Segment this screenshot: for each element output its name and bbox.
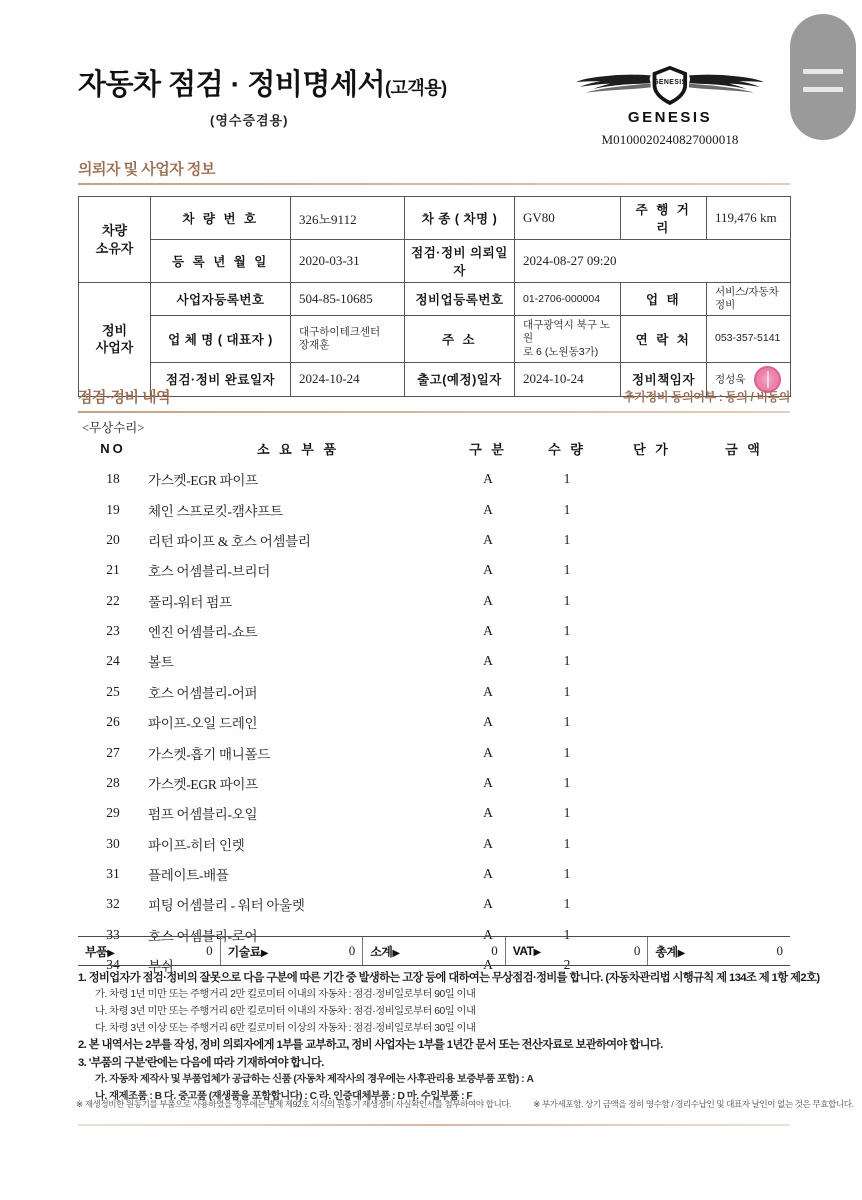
note-1b: 나. 차령 3년 미만 또는 주행거리 6만 킬로미터 이내의 자동차 : 점검·정비일로부터 60일 이내 <box>95 1006 476 1018</box>
cell-division: A <box>483 805 493 821</box>
svg-text:GENESIS: GENESIS <box>653 79 687 87</box>
total-label: 소계▶ <box>370 944 400 959</box>
cell-division: A <box>483 896 493 912</box>
pill-bar-top <box>803 69 843 74</box>
cell-division: A <box>483 653 493 669</box>
shop-reg-value: 01-2706-000004 <box>515 283 621 316</box>
shop-group-label: 정비 사업자 <box>79 283 151 397</box>
total-value: 0 <box>348 943 356 958</box>
table-row <box>78 464 790 494</box>
cell-name: 가스켓-EGR 파이프 <box>148 473 258 489</box>
cell-name: 풀리-워터 펌프 <box>148 594 232 610</box>
biz-type-label: 업 태 <box>621 283 707 316</box>
cell-qty: 1 <box>563 896 571 912</box>
cell-division: A <box>483 592 493 608</box>
additional-repair-consent-note: 추가정비 동의여부 : 동의 / 비동의 <box>623 390 790 404</box>
cell-name: 파이프-오일 드레인 <box>148 716 258 732</box>
document-header <box>78 62 790 162</box>
table-row <box>78 737 790 767</box>
table-row <box>78 768 790 798</box>
table-row <box>78 586 790 616</box>
cell-unit_price <box>606 859 698 889</box>
total-label: 부품▶ <box>85 944 115 959</box>
cell-name: 파이프-히터 인렛 <box>148 837 245 853</box>
header-quantity: 수 량 <box>548 442 586 457</box>
triangle-right-icon: ▶ <box>533 947 541 958</box>
section-header-info <box>78 158 790 185</box>
note-1: 1. 정비업자가 점검·정비의 잘못으로 다음 구분에 따른 기간 중 발생하는 고장 등에 대하여는 무상점검·정비를 합니다. (자동차관리법 시행규칙 제 134조 제 1항 제2호) <box>78 972 820 984</box>
total-label: VAT▶ <box>512 944 541 958</box>
section-info-label: 의뢰자 및 사업자 정보 <box>78 161 215 178</box>
pill-bar-bottom <box>803 87 843 92</box>
free-repair-label: <무상수리> <box>82 421 145 435</box>
cell-amount <box>698 859 790 889</box>
contact-label: 연 락 처 <box>621 316 707 362</box>
cell-unit_price <box>606 677 698 707</box>
model-label: 차 종 ( 차명 ) <box>405 197 515 240</box>
cell-no: 30 <box>106 835 120 851</box>
cell-division: A <box>483 774 493 790</box>
contact-value: 053-357-5141 <box>707 316 791 362</box>
page-title-suffix: (고객용) <box>384 78 447 98</box>
cell-name: 체인 스프로킷-캠샤프트 <box>148 503 283 519</box>
cell-division: A <box>483 623 493 639</box>
header-amount: 금 액 <box>725 442 763 457</box>
cell-division: A <box>483 683 493 699</box>
parts-table-body <box>78 464 790 980</box>
cell-qty: 2 <box>563 957 571 973</box>
page-subtitle: (영수증겸용) <box>210 113 289 128</box>
cell-no: 29 <box>106 805 120 821</box>
cell-amount <box>698 707 790 737</box>
note-3b: 나. 재제조품 : B 다. 중고품 (재생품을 포함합니다) : C 라. 인증대체부품 : D 마. 수입부품 : F <box>95 1090 473 1102</box>
page-title <box>78 62 548 103</box>
document-number: M0100020240827000018 <box>601 132 739 147</box>
cell-name: 가스켓-EGR 파이프 <box>148 776 258 792</box>
biz-no-value: 504-85-10685 <box>291 283 405 316</box>
cell-name: 호스 어셈블리-브리더 <box>148 564 270 580</box>
disclaimer-1: ※ 재생정비한 원동기를 부품으로 사용하였을 경우에는 별제 제92호 서식의 원동기 재생정비 사실확인서를 첨부하여야 합니다. <box>76 1099 512 1109</box>
genesis-wings-logo-icon <box>574 62 766 108</box>
total-value: 0 <box>776 943 783 958</box>
cell-name: 피팅 어셈블리 - 워터 아울렛 <box>148 898 305 914</box>
cell-division: A <box>483 531 493 547</box>
cell-qty: 1 <box>563 744 571 760</box>
biz-no-label: 사업자등록번호 <box>151 283 291 316</box>
biz-type-value: 서비스/자동차 정비 <box>707 283 791 316</box>
cell-amount <box>698 889 790 919</box>
reg-date-value: 2020-03-31 <box>291 240 405 283</box>
total-cell-소계 <box>362 937 505 965</box>
cell-name: 엔진 어셈블리-쇼트 <box>148 625 258 641</box>
cell-qty: 1 <box>563 926 571 942</box>
cell-amount <box>698 829 790 859</box>
cell-division: A <box>483 866 493 882</box>
cell-unit_price <box>606 768 698 798</box>
cell-no: 18 <box>106 471 120 487</box>
shop-reg-label: 정비업등록번호 <box>405 283 515 316</box>
cell-unit_price <box>606 829 698 859</box>
address-value: 대구광역시 북구 노원 로 6 (노원동3가) <box>515 316 621 362</box>
cell-no: 23 <box>106 623 120 639</box>
address-label: 주 소 <box>405 316 515 362</box>
manager-value: 정성욱 <box>715 372 746 385</box>
page-title-main: 자동차 점검 · 정비명세서 <box>78 69 385 101</box>
total-cell-기술료 <box>220 937 363 965</box>
section-detail-rule <box>78 411 790 413</box>
cell-unit_price <box>606 464 698 494</box>
brand-name: GENESIS <box>627 109 713 126</box>
cell-no: 24 <box>106 653 120 669</box>
totals-row <box>78 936 790 966</box>
parts-table <box>78 438 790 980</box>
cell-unit_price <box>606 737 698 767</box>
table-row <box>78 494 790 524</box>
cell-no: 27 <box>106 744 120 760</box>
cell-amount <box>698 464 790 494</box>
cell-name: 부쉬 <box>148 959 174 975</box>
cell-qty: 1 <box>563 683 571 699</box>
total-value: 0 <box>491 943 498 958</box>
cell-qty: 1 <box>563 774 571 790</box>
cell-amount <box>698 525 790 555</box>
cell-amount <box>698 677 790 707</box>
table-row <box>78 829 790 859</box>
brand-block <box>550 62 790 148</box>
cell-division: A <box>483 744 493 760</box>
cell-name: 펌프 어셈블리-오일 <box>148 807 258 823</box>
cell-no: 22 <box>106 592 120 608</box>
cell-unit_price <box>606 798 698 828</box>
cell-no: 34 <box>106 957 120 973</box>
cell-amount <box>698 768 790 798</box>
cell-no: 26 <box>106 714 120 730</box>
mileage-value: 119,476 km <box>707 197 791 240</box>
total-value: 0 <box>633 943 641 958</box>
note-3: 3. '부품의 구분'란에는 다음에 따라 기재하여야 합니다. <box>78 1056 324 1069</box>
cell-amount <box>698 555 790 585</box>
note-3a: 가. 자동차 제작사 및 부품업체가 공급하는 신품 (자동차 제작사의 경우에는 사후관리용 보증부품 포함) : A <box>95 1074 534 1086</box>
complete-date-value: 2024-10-24 <box>291 362 405 396</box>
cell-no: 21 <box>106 562 120 578</box>
owner-group-label: 차량 소유자 <box>79 197 151 283</box>
model-value: GV80 <box>515 197 621 240</box>
total-cell-총계 <box>647 937 790 965</box>
cell-amount <box>698 737 790 767</box>
company-value: 대구하이테크센터 장재훈 <box>291 316 405 362</box>
table-row <box>78 646 790 676</box>
cell-amount <box>698 798 790 828</box>
disclaimer-2: ※ 부가세포함. 상기 금액을 정히 영수함 / 경리수납인 및 대표자 날인이 없는 것은 무효합니다. <box>533 1099 854 1109</box>
cell-division: A <box>483 471 493 487</box>
section-header-detail <box>78 386 790 413</box>
table-row <box>78 707 790 737</box>
company-label: 업 체 명 ( 대표자 ) <box>151 316 291 362</box>
cell-qty: 1 <box>563 501 571 517</box>
title-block <box>78 62 548 129</box>
parts-table-header-row <box>78 438 790 464</box>
header-division: 구 분 <box>469 442 507 457</box>
cell-division: A <box>483 714 493 730</box>
table-row <box>79 316 791 362</box>
plate-label: 차 량 번 호 <box>151 197 291 240</box>
cell-division: A <box>483 835 493 851</box>
table-row <box>79 283 791 316</box>
cell-no: 31 <box>106 866 120 882</box>
cell-amount <box>698 616 790 646</box>
cell-qty: 1 <box>563 835 571 851</box>
cell-unit_price <box>606 889 698 919</box>
plate-value: 326노9112 <box>291 197 405 240</box>
cell-no: 33 <box>106 926 120 942</box>
note-2: 2. 본 내역서는 2부를 작성, 정비 의뢰자에게 1부를 교부하고, 정비 사업자는 1부를 1년간 문서 또는 전산자료로 보관하여야 합니다. <box>78 1039 663 1052</box>
cell-qty: 1 <box>563 805 571 821</box>
cell-name: 리턴 파이프 & 호스 어셈블리 <box>148 533 311 549</box>
note-1c: 다. 차령 3년 이상 또는 주행거리 6만 킬로미터 이상의 자동차 : 점검·정비일로부터 30일 이내 <box>95 1022 476 1034</box>
header-part-name: 소 요 부 품 <box>256 442 340 457</box>
cell-unit_price <box>606 586 698 616</box>
cell-no: 19 <box>106 501 120 517</box>
cell-no: 28 <box>106 774 120 790</box>
section-detail-label: 점검·정비 내역 <box>78 389 171 406</box>
triangle-right-icon: ▶ <box>392 947 400 959</box>
request-date-label: 점검·정비 의뢰일자 <box>405 240 515 283</box>
total-cell-부품 <box>78 937 220 965</box>
cell-unit_price <box>606 616 698 646</box>
header-no: NO <box>100 441 126 456</box>
cell-division: A <box>483 501 493 517</box>
table-row <box>78 616 790 646</box>
cell-no: 20 <box>106 531 120 547</box>
cell-qty: 1 <box>563 531 571 547</box>
cell-division: A <box>483 957 493 973</box>
table-row <box>78 859 790 889</box>
cell-unit_price <box>606 646 698 676</box>
total-label: 총계▶ <box>655 944 685 959</box>
cell-name: 볼트 <box>148 655 174 671</box>
request-date-value: 2024-08-27 09:20 <box>515 240 791 283</box>
cell-unit_price <box>606 494 698 524</box>
table-row <box>79 240 791 283</box>
cell-unit_price <box>606 707 698 737</box>
owner-and-shop-info-table <box>78 196 791 397</box>
cell-amount <box>698 586 790 616</box>
cell-name: 호스 어셈블리-어퍼 <box>148 685 258 701</box>
mileage-label: 주 행 거 리 <box>621 197 707 240</box>
manager-label: 정비책임자 <box>621 362 707 396</box>
cell-division: A <box>483 562 493 578</box>
total-label: 기술료▶ <box>227 944 269 959</box>
cell-qty: 1 <box>563 653 571 669</box>
grey-pill-handle[interactable] <box>790 14 856 140</box>
cell-unit_price <box>606 555 698 585</box>
triangle-right-icon: ▶ <box>260 947 269 959</box>
cell-qty: 1 <box>563 592 571 608</box>
table-row <box>78 677 790 707</box>
cell-unit_price <box>606 525 698 555</box>
header-unit-price: 단 가 <box>633 442 671 457</box>
cell-name: 플레이트-배플 <box>148 868 229 884</box>
table-row <box>79 197 791 240</box>
table-row <box>78 798 790 828</box>
table-row <box>78 889 790 919</box>
triangle-right-icon: ▶ <box>107 947 115 959</box>
note-1a: 가. 차령 1년 미만 또는 주행거리 2만 킬로미터 이내의 자동차 : 점검·정비일로부터 90일 이내 <box>95 989 476 1001</box>
release-date-value: 2024-10-24 <box>515 362 621 396</box>
cell-name: 호스 어셈블리-로어 <box>148 928 258 944</box>
cell-no: 25 <box>106 683 120 699</box>
cell-name: 가스켓-흡기 매니폴드 <box>148 746 270 762</box>
bottom-disclaimer <box>76 1098 854 1110</box>
cell-qty: 1 <box>563 562 571 578</box>
total-cell-VAT <box>505 937 648 965</box>
triangle-right-icon: ▶ <box>677 947 685 959</box>
cell-qty: 1 <box>563 866 571 882</box>
cell-amount <box>698 646 790 676</box>
cell-no: 32 <box>106 896 120 912</box>
parts-list-section <box>78 418 790 980</box>
cell-division: A <box>483 926 493 942</box>
reg-date-label: 등 록 년 월 일 <box>151 240 291 283</box>
table-row <box>78 525 790 555</box>
total-value: 0 <box>206 943 213 958</box>
cell-qty: 1 <box>563 471 571 487</box>
cell-qty: 1 <box>563 623 571 639</box>
table-row <box>78 555 790 585</box>
bottom-rule <box>78 1124 790 1126</box>
cell-qty: 1 <box>563 714 571 730</box>
complete-date-label: 점검·정비 완료일자 <box>151 362 291 396</box>
cell-amount <box>698 494 790 524</box>
section-info-rule <box>78 183 790 185</box>
release-date-label: 출고(예정)일자 <box>405 362 515 396</box>
